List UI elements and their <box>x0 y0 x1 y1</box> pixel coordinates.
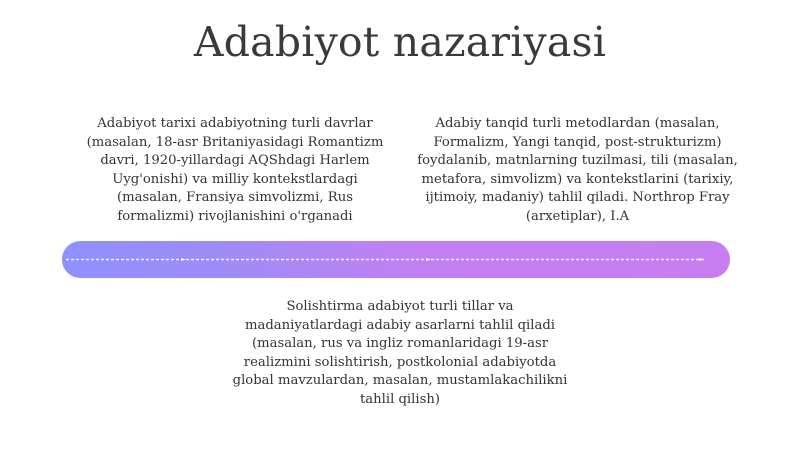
literary-criticism-text: Adabiy tanqid turli metodlardan (masalan, Formalizm, Yangi tanqid, post-strukturizm) foydalanib, matnlarning tuzilmasi, tili (masalan, metafora, simvolizm) va kontekstlarini (tarixiy, ijtimoiy, madaniy) tahlil qiladi. Northrop Fray (arxetiplar), I.A <box>417 116 738 224</box>
timeline-line <box>66 258 706 261</box>
timeline-arrow-1-icon <box>181 258 186 261</box>
timeline-dashes <box>66 258 706 261</box>
slide-title: Adabiyot nazariyasi <box>193 18 607 66</box>
timeline-arrow-2-icon <box>426 258 431 261</box>
comparative-literature-text: Solishtirma adabiyot turli tillar va madaniyatlardagi adabiy asarlarni tahlil qiladi (masalan, rus va ingliz romanlaridagi 19-asr realizmini solishtirish, postkolonial adabiyotda global mavzulardan, masalan, mustamlakachilikni tahlil qilish) <box>232 299 568 407</box>
timeline-arrow-3-icon <box>699 258 704 261</box>
literary-history-text: Adabiyot tarixi adabiyotning turli davrlar (masalan, 18-asr Britaniyasidagi Romantizm davri, 1920-yillardagi AQShdagi Harlem Uyg'onishi) va milliy kontekstlardagi (masalan, Fransiya simvolizmi, Rus formalizmi) rivojlanishini o'rganadi <box>86 116 384 224</box>
